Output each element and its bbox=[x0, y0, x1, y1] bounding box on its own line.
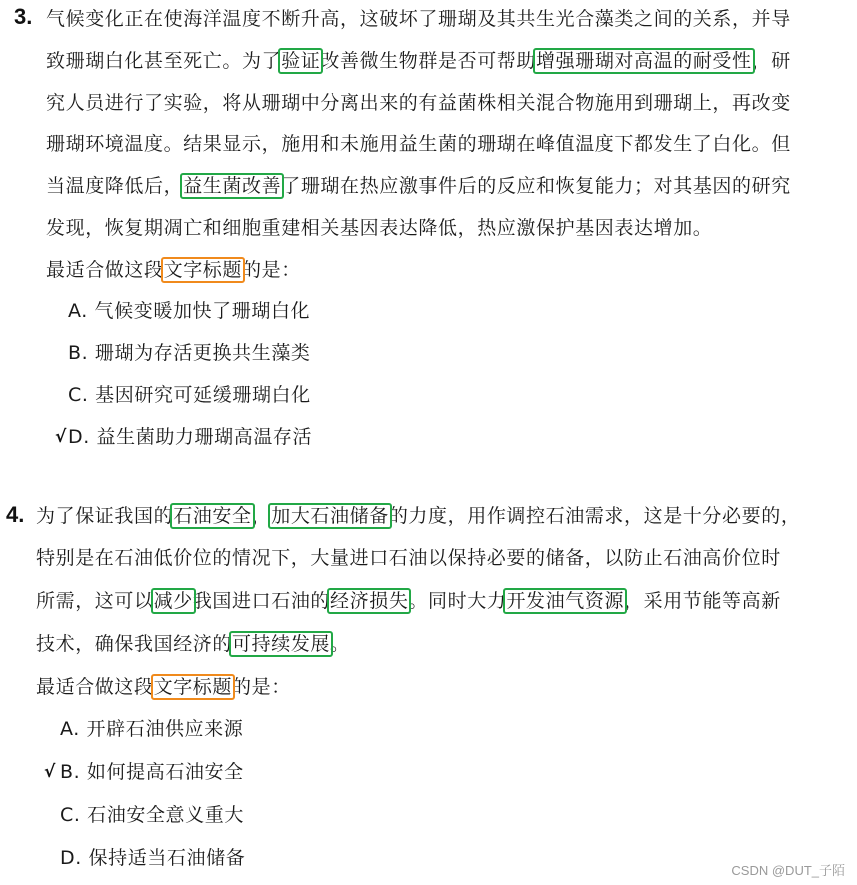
q3-line-3: 究人员进行了实验，将从珊瑚中分离出来的有益菌株相关混合物施用到珊瑚上，再改变 bbox=[46, 92, 791, 114]
q3-option-a[interactable]: A. 气候变暖加快了珊瑚白化 bbox=[68, 300, 311, 322]
q3-line-2: 致珊瑚白化甚至死亡。为了验证改善微生物群是否可帮助增强珊瑚对高温的耐受性，研 bbox=[46, 50, 791, 72]
q4-line-1: 为了保证我国的石油安全，加大石油储备的力度，用作调控石油需求，这是十分必要的， bbox=[36, 505, 801, 527]
q3-line-5: 当温度降低后，益生菌改善了珊瑚在热应激事件后的反应和恢复能力；对其基因的研究 bbox=[46, 175, 791, 197]
highlight-heat-tolerance: 增强珊瑚对高温的耐受性 bbox=[536, 50, 752, 72]
q3-option-c[interactable]: C. 基因研究可延缓珊瑚白化 bbox=[68, 384, 311, 406]
q3-prompt: 最适合做这段文字标题的是： bbox=[46, 259, 301, 281]
highlight-reduce: 减少 bbox=[153, 590, 193, 612]
q3-option-d[interactable]: D. 益生菌助力珊瑚高温存活 bbox=[68, 426, 313, 448]
highlight-text-title: 文字标题 bbox=[163, 259, 243, 281]
highlight-economic-loss: 经济损失 bbox=[330, 590, 409, 612]
csdn-watermark: CSDN @DUT_子陌 bbox=[731, 863, 845, 878]
highlight-oil-security: 石油安全 bbox=[173, 505, 252, 527]
highlight-verify: 验证 bbox=[281, 50, 321, 72]
highlight-sustainable: 可持续发展 bbox=[232, 633, 331, 655]
q4-prompt: 最适合做这段文字标题的是： bbox=[36, 676, 291, 698]
q4-option-d[interactable]: D. 保持适当石油储备 bbox=[60, 847, 246, 869]
q4-line-3: 所需，这可以减少我国进口石油的经济损失。同时大力开发油气资源，采用节能等高新 bbox=[36, 590, 781, 612]
q4-line-2: 特别是在石油低价位的情况下，大量进口石油以保持必要的储备，以防止石油高价位时 bbox=[36, 547, 781, 569]
q3-line-1: 气候变化正在使海洋温度不断升高，这破坏了珊瑚及其共生光合藻类之间的关系，并导 bbox=[46, 8, 791, 30]
q4-line-4: 技术，确保我国经济的可持续发展。 bbox=[36, 633, 350, 655]
question-3-number: 3. bbox=[14, 4, 33, 29]
q4-option-b[interactable]: B. 如何提高石油安全 bbox=[60, 761, 244, 783]
q4-option-a[interactable]: A. 开辟石油供应来源 bbox=[60, 718, 244, 740]
q4-option-c[interactable]: C. 石油安全意义重大 bbox=[60, 804, 244, 826]
question-4-number: 4. bbox=[6, 502, 25, 527]
q4-answer-check-icon: √ bbox=[44, 762, 56, 782]
highlight-increase-reserve: 加大石油储备 bbox=[271, 505, 389, 527]
q3-line-4: 珊瑚环境温度。结果显示，施用和未施用益生菌的珊瑚在峰值温度下都发生了白化。但 bbox=[46, 133, 791, 155]
q3-answer-check-icon: √ bbox=[55, 427, 67, 447]
q3-line-6: 发现，恢复期凋亡和细胞重建相关基因表达降低，热应激保护基因表达增加。 bbox=[46, 217, 713, 239]
highlight-probiotic-improve: 益生菌改善 bbox=[183, 175, 282, 197]
q3-option-b[interactable]: B. 珊瑚为存活更换共生藻类 bbox=[68, 342, 311, 364]
highlight-develop-resources: 开发油气资源 bbox=[506, 590, 625, 612]
highlight-text-title: 文字标题 bbox=[153, 676, 233, 698]
